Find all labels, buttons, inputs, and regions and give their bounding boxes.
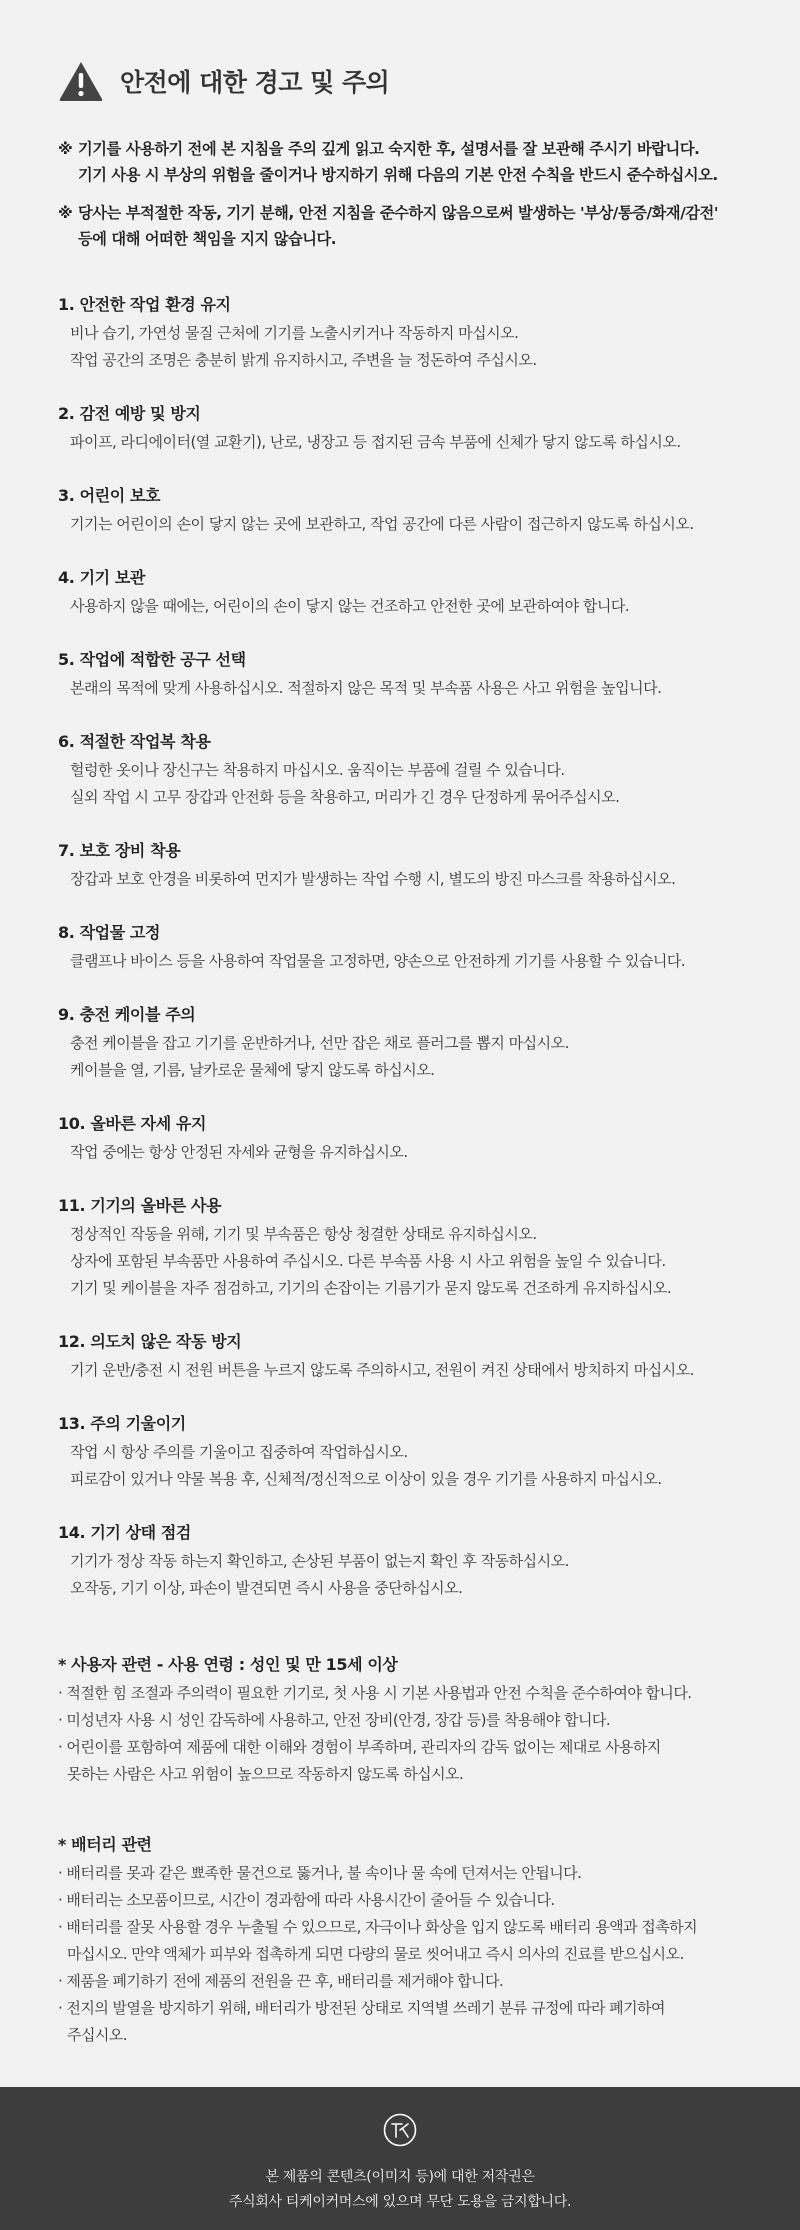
section-title: 13. 주의 기울이기 [58, 1414, 186, 1433]
section-line: 클램프나 바이스 등을 사용하여 작업물을 고정하면, 양손으로 안전하게 기기를 사용할 수 있습니다. [70, 952, 686, 970]
user-notice-line: 못하는 사람은 사고 위험이 높으므로 작동하지 않도록 하십시오. [67, 1765, 464, 1783]
section-line: 비나 습기, 가연성 물질 근처에 기기를 노출시키거나 작동하지 마십시오. [70, 324, 519, 342]
section-line: 기기는 어린이의 손이 닿지 않는 곳에 보관하고, 작업 공간에 다른 사람이 접근하지 않도록 하십시오. [70, 515, 694, 533]
note-line: 기기를 사용하기 전에 본 지침을 주의 깊게 읽고 숙지한 후, 설명서를 잘 보관해 주시기 바랍니다. [78, 140, 700, 158]
section-title: 3. 어린이 보호 [58, 486, 161, 505]
battery-notice [58, 1832, 744, 2049]
section-title: 14. 기기 상태 점검 [58, 1523, 191, 1542]
section-line: 정상적인 작동을 위해, 기기 및 부속품은 항상 청결한 상태로 유지하십시오. [70, 1225, 537, 1243]
intro-note [58, 136, 744, 188]
note-mark: ※ [58, 140, 73, 158]
section-line: 실외 작업 시 고무 장갑과 안전화 등을 착용하고, 머리가 긴 경우 단정하게 묶어주십시오. [70, 788, 620, 806]
safety-section [58, 401, 744, 456]
safety-section [58, 292, 744, 374]
intro-note [58, 200, 744, 252]
user-notice [58, 1652, 744, 1788]
section-title: 11. 기기의 올바른 사용 [58, 1196, 222, 1215]
section-line: 사용하지 않을 때에는, 어린이의 손이 닿지 않는 건조하고 안전한 곳에 보관하여야 합니다. [70, 597, 630, 615]
safety-section [58, 565, 744, 620]
section-line: 기기 및 케이블을 자주 점검하고, 기기의 손잡이는 기름기가 묻지 않도록 건조하게 유지하십시오. [70, 1279, 672, 1297]
section-line: 헐렁한 옷이나 장신구는 착용하지 마십시오. 움직이는 부품에 걸릴 수 있습니다. [70, 761, 565, 779]
section-line: 작업 시 항상 주의를 기울이고 집중하여 작업하십시오. [70, 1443, 408, 1461]
battery-notice-title: * 배터리 관련 [58, 1835, 152, 1854]
note-line: 당사는 부적절한 작동, 기기 분해, 안전 지침을 준수하지 않음으로써 발생하는 '부상/통증/화재/감전' [78, 204, 719, 222]
section-title: 10. 올바른 자세 유지 [58, 1114, 207, 1133]
section-line: 케이블을 열, 기름, 날카로운 물체에 닿지 않도록 하십시오. [70, 1061, 435, 1079]
user-notice-line: · 어린이를 포함하여 제품에 대한 이해와 경험이 부족하며, 관리자의 감독 없이는 제대로 사용하지 [58, 1738, 661, 1756]
section-line: 본래의 목적에 맞게 사용하십시오. 적절하지 않은 목적 및 부속품 사용은 사고 위험을 높입니다. [70, 679, 662, 697]
section-title: 5. 작업에 적합한 공구 선택 [58, 650, 246, 669]
footer-line-2: 주식회사 티케이커머스에 있으며 무단 도용을 금지합니다. [228, 2194, 572, 2210]
safety-section [58, 920, 744, 975]
section-line: 상자에 포함된 부속품만 사용하여 주십시오. 다른 부속품 사용 시 사고 위험을 높일 수 있습니다. [70, 1252, 666, 1270]
user-notice-line: · 미성년자 사용 시 성인 감독하에 사용하고, 안전 장비(안경, 장갑 등)를 착용해야 합니다. [58, 1711, 611, 1729]
section-line: 피로감이 있거나 약물 복용 후, 신체적/정신적으로 이상이 있을 경우 기기를 사용하지 마십시오. [70, 1470, 662, 1488]
footer-line-1: 본 제품의 콘텐츠(이미지 등)에 대한 저작권은 [265, 2169, 535, 2185]
section-line: 오작동, 기기 이상, 파손이 발견되면 즉시 사용을 중단하십시오. [70, 1579, 463, 1597]
section-line: 작업 공간의 조명은 충분히 밝게 유지하시고, 주변을 늘 정돈하여 주십시오. [70, 351, 537, 369]
user-notice-title: * 사용자 관련 - 사용 연령 : 성인 및 만 15세 이상 [58, 1655, 398, 1674]
section-line: 파이프, 라디에이터(열 교환기), 난로, 냉장고 등 접지된 금속 부품에 신체가 닿지 않도록 하십시오. [70, 433, 681, 451]
safety-sections [58, 292, 744, 1602]
battery-notice-line: · 배터리는 소모품이므로, 시간이 경과함에 따라 사용시간이 줄어들 수 있습니다. [58, 1891, 555, 1909]
battery-notice-line: 주십시오. [67, 2026, 127, 2044]
section-title: 8. 작업물 고정 [58, 923, 161, 942]
page-header [58, 60, 744, 102]
intro-notes [58, 136, 744, 252]
section-line: 충전 케이블을 잡고 기기를 운반하거나, 선만 잡은 채로 플러그를 뽑지 마십시오. [70, 1034, 569, 1052]
safety-section [58, 1193, 744, 1302]
section-title: 1. 안전한 작업 환경 유지 [58, 295, 231, 314]
battery-notice-line: · 배터리를 잘못 사용할 경우 누출될 수 있으므로, 자극이나 화상을 입지 않도록 배터리 용액과 접촉하지 [58, 1918, 698, 1936]
section-line: 작업 중에는 항상 안정된 자세와 균형을 유지하십시오. [70, 1143, 408, 1161]
safety-section [58, 729, 744, 811]
battery-notice-line: · 전지의 발열을 방지하기 위해, 배터리가 방전된 상태로 지역별 쓰레기 분류 규정에 따라 폐기하여 [58, 1999, 665, 2017]
note-line: 등에 대해 어떠한 책임을 지지 않습니다. [78, 230, 337, 248]
safety-section [58, 1111, 744, 1166]
page-title: 안전에 대한 경고 및 주의 [120, 68, 390, 97]
battery-notice-line: 마십시오. 만약 액체가 피부와 접촉하게 되면 다량의 물로 씻어내고 즉시 의사의 진료를 받으십시오. [67, 1945, 684, 1963]
section-title: 9. 충전 케이블 주의 [58, 1005, 196, 1024]
section-title: 6. 적절한 작업복 착용 [58, 732, 211, 751]
copyright-footer [0, 2087, 800, 2230]
warning-triangle-icon [58, 60, 104, 102]
note-mark: ※ [58, 204, 73, 222]
note-lines [78, 200, 718, 252]
section-title: 12. 의도치 않은 작동 방지 [58, 1332, 242, 1351]
safety-section [58, 1329, 744, 1384]
section-title: 2. 감전 예방 및 방지 [58, 404, 201, 423]
section-line: 장갑과 보호 안경을 비롯하여 먼지가 발생하는 작업 수행 시, 별도의 방진 마스크를 착용하십시오. [70, 870, 676, 888]
safety-section [58, 1002, 744, 1084]
note-lines [78, 136, 718, 188]
section-title: 4. 기기 보관 [58, 568, 145, 587]
user-notice-line: · 적절한 힘 조절과 주의력이 필요한 기기로, 첫 사용 시 기본 사용법과 안전 수칙을 준수하여야 합니다. [58, 1684, 692, 1702]
safety-section [58, 647, 744, 702]
safety-section [58, 838, 744, 893]
battery-notice-line: · 배터리를 못과 같은 뾰족한 물건으로 뚫거나, 불 속이나 물 속에 던져서는 안됩니다. [58, 1864, 582, 1882]
safety-section [58, 1411, 744, 1493]
safety-section [58, 1520, 744, 1602]
section-line: 기기 운반/충전 시 전원 버튼을 누르지 않도록 주의하시고, 전원이 켜진 상태에서 방치하지 마십시오. [70, 1361, 694, 1379]
safety-section [58, 483, 744, 538]
tk-logo-icon [383, 2113, 417, 2147]
note-line: 기기 사용 시 부상의 위험을 줄이거나 방지하기 위해 다음의 기본 안전 수칙을 반드시 준수하십시오. [78, 166, 718, 184]
battery-notice-line: · 제품을 폐기하기 전에 제품의 전원을 끈 후, 배터리를 제거해야 합니다. [58, 1972, 504, 1990]
section-title: 7. 보호 장비 착용 [58, 841, 181, 860]
section-line: 기기가 정상 작동 하는지 확인하고, 손상된 부품이 없는지 확인 후 작동하십시오. [70, 1552, 569, 1570]
